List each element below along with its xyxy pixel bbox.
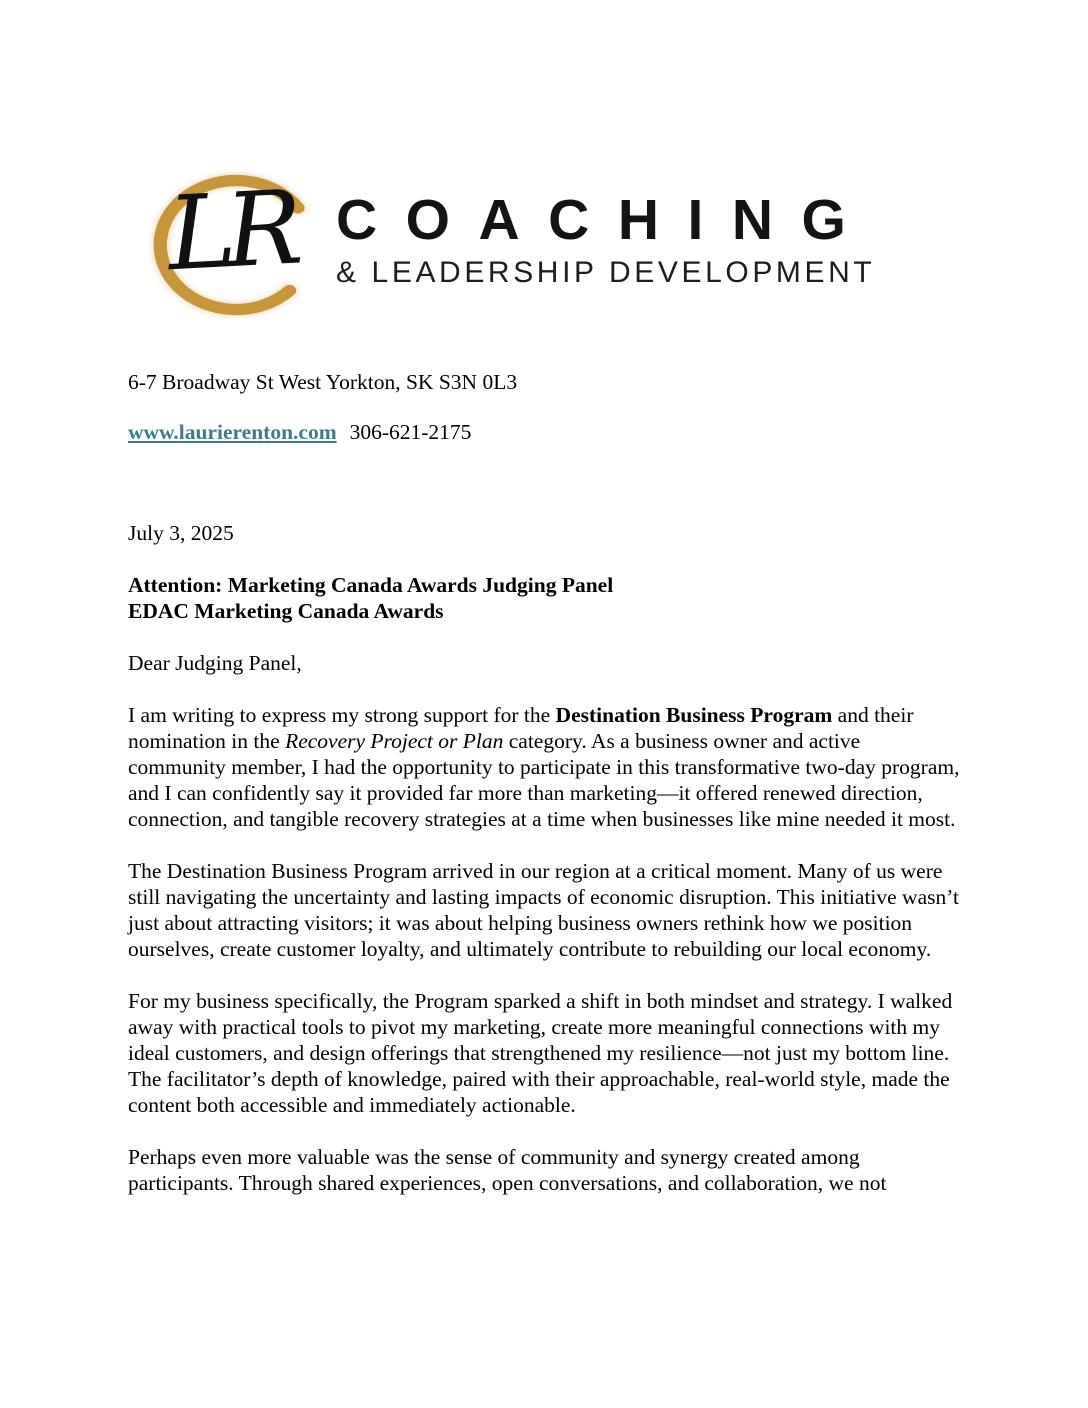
text-segment: and their nomination in the <box>128 703 914 753</box>
paragraph-3 <box>128 988 962 1118</box>
logo-wordmark <box>336 188 876 289</box>
logo-wordmark-sub: & LEADERSHIP DEVELOPMENT <box>336 256 876 289</box>
text-segment: category. As a business owner and active community member, I had the opportunity to participate in this transformative two-day program, and I can confidently say it provided far more than marketing—it offered renewed direction, connection, and tangible recovery strategies at a time when businesses like mine needed it most. <box>128 729 960 831</box>
paragraph-4 <box>128 1144 962 1196</box>
text-segment: Perhaps even more valuable was the sense of community and synergy created among participants. Through shared experiences, open conversations, and collaboration, we not <box>128 1145 887 1195</box>
company-logo <box>148 168 918 328</box>
contact-line <box>128 419 471 445</box>
date-line: July 3, 2025 <box>128 521 234 545</box>
attention-line-2: EDAC Marketing Canada Awards <box>128 599 444 623</box>
logo-wordmark-main: COACHING <box>336 188 875 252</box>
text-segment: For my business specifically, the Program sparked a shift in both mindset and strategy. I walked away with practical tools to pivot my marketing, create more meaningful connections with my ideal customers, and design offerings that strengthened my resilience—not just my bottom line. The facilitator’s depth of knowledge, paired with their approachable, real-world style, made the content both accessible and immediately actionable. <box>128 989 953 1117</box>
paragraph-2 <box>128 858 962 962</box>
salutation: Dear Judging Panel, <box>128 651 302 675</box>
attention-block <box>128 572 962 624</box>
address-line: 6-7 Broadway St West Yorkton, SK S3N 0L3 <box>128 370 518 394</box>
text-segment: I am writing to express my strong support for the <box>128 703 556 727</box>
text-segment: The Destination Business Program arrived in our region at a critical moment. Many of us were still navigating the uncertainty and lasting impacts of economic disruption. This initiative wasn’t just about attracting visitors; it was about helping business owners rethink how we position ourselves, create customer loyalty, and ultimately contribute to rebuilding our local economy. <box>128 859 959 961</box>
text-segment: Recovery Project or Plan <box>285 729 504 753</box>
website-link[interactable]: www.laurierenton.com <box>128 420 337 444</box>
paragraph-1 <box>128 702 962 832</box>
attention-line-1: Attention: Marketing Canada Awards Judging Panel <box>128 573 614 597</box>
text-segment: Destination Business Program <box>555 703 833 727</box>
phone-number: 306-621-2175 <box>349 420 472 444</box>
letter-body <box>128 520 962 1222</box>
logo-monogram: LR <box>164 168 296 295</box>
